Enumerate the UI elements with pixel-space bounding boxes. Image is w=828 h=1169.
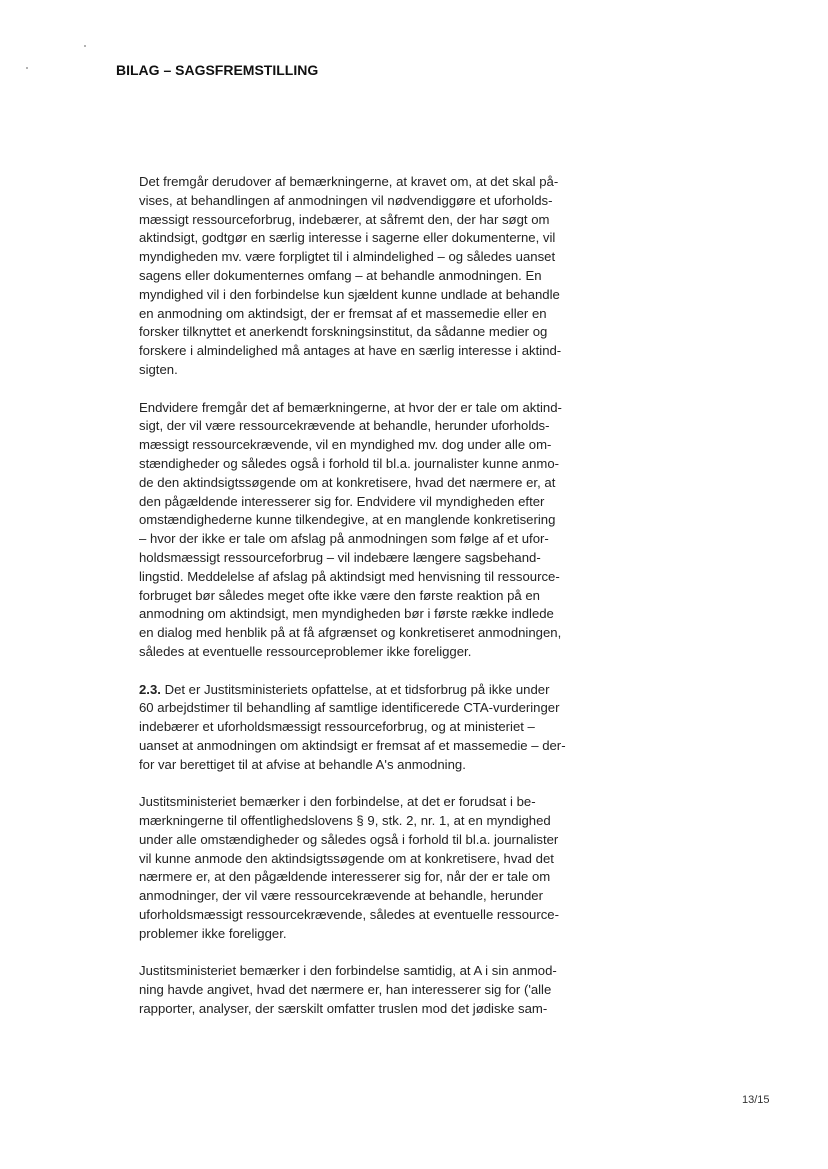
text-line: ning havde angivet, hvad det nærmere er, han interesserer sig for ('alle [139,982,552,998]
text-line: uforholdsmæssigt ressourcekrævende, således at eventuelle ressource- [139,907,559,923]
scan-speck [84,45,86,47]
text-line: Justitsministeriet bemærker i den forbindelse samtidig, at A i sin anmod- [139,963,557,979]
text-line: nærmere er, at den pågældende interesserer sig for, når der er tale om [139,869,551,885]
page-number: 13/15 [742,1094,770,1106]
text-line: en anmodning om aktindsigt, der er fremsat af et massemedie eller en [139,305,547,321]
text-line: forsker tilknyttet et anerkendt forskningsinstitut, da sådanne medier og [139,324,548,340]
text-line: lingstid. Meddelelse af afslag på aktindsigt med henvisning til ressource- [139,568,560,584]
section-number: 2.3. [139,681,161,697]
text-line: mæssigt ressourceforbrug, indebærer, at såfremt den, der har søgt om [139,211,550,227]
text-line: sagens eller dokumenternes omfang – at behandle anmodningen. En [139,267,542,283]
text-line: Endvidere fremgår det af bemærkningerne, at hvor der er tale om aktind- [139,399,562,415]
text-line: forskere i almindelighed må antages at have en særlig interesse i aktind- [139,343,562,359]
text-line-content: Det er Justitsministeriets opfattelse, at et tidsforbrug på ikke under [164,681,550,697]
text-line: anmodning om aktindsigt, men myndigheden bør i første række indlede [139,606,554,622]
text-line: – hvor der ikke er tale om afslag på anmodningen som følge af et ufor- [139,531,549,547]
text-line: anmodninger, der vil være ressourcekrævende at behandle, herunder [139,888,543,904]
text-line: aktindsigt, godtgør en særlig interesse i sagerne eller dokumenterne, vil [139,230,556,246]
document-body [139,173,579,1038]
text-line: mærkningerne til offentlighedslovens § 9, stk. 2, nr. 1, at en myndighed [139,813,551,829]
body-paragraph [139,793,579,943]
text-line: rapporter, analyser, der særskilt omfatter truslen mod det jødiske sam- [139,1001,548,1017]
scan-speck [26,67,28,69]
text-line: problemer ikke foreligger. [139,925,287,941]
text-line: 60 arbejdstimer til behandling af samtlige identificerede CTA-vurderinger [139,700,560,716]
text-line [139,681,579,700]
text-line: således at eventuelle ressourceproblemer ikke foreligger. [139,643,472,659]
text-line: en dialog med henblik på at få afgrænset og konkretiseret anmodningen, [139,625,562,641]
text-line: vil kunne anmode den aktindsigtssøgende om at konkretisere, hvad det [139,850,554,866]
text-line: stændigheder og således også i forhold til bl.a. journalister kunne anmo- [139,455,560,471]
text-line: myndigheden mv. være forpligtet til i almindelighed – og således uanset [139,249,556,265]
body-paragraph [139,962,579,1018]
text-line: myndighed vil i den forbindelse kun sjældent kunne undlade at behandle [139,286,560,302]
text-line: Det fremgår derudover af bemærkningerne, at kravet om, at det skal på- [139,174,559,189]
text-line: mæssigt ressourcekrævende, vil en myndighed mv. dog under alle om- [139,437,552,453]
text-line: indebærer et uforholdsmæssigt ressourceforbrug, og at ministeriet – [139,719,535,735]
text-line: omstændighederne kunne tilkendegive, at en manglende konkretisering [139,512,556,528]
body-paragraph [139,399,579,662]
text-line: holdsmæssigt ressourceforbrug – vil indebære længere sagsbehand- [139,549,541,565]
text-line: vises, at behandlingen af anmodningen vil nødvendiggøre et uforholds- [139,192,553,208]
text-line: de den aktindsigtssøgende om at konkretisere, hvad det nærmere er, at [139,474,556,490]
text-line: for var berettiget til at afvise at behandle A's anmodning. [139,756,466,772]
text-line: sigten. [139,361,178,377]
text-line: den pågældende interesserer sig for. Endvidere vil myndigheden efter [139,493,545,509]
text-line: uanset at anmodningen om aktindsigt er fremsat af et massemedie – der- [139,737,566,753]
text-line: Justitsministeriet bemærker i den forbindelse, at det er forudsat i be- [139,794,536,810]
body-paragraph [139,681,579,775]
text-line: under alle omstændigheder og således også i forhold til bl.a. journalister [139,831,559,847]
text-line: sigt, der vil være ressourcekrævende at behandle, herunder uforholds- [139,418,550,434]
page-header-title: BILAG – SAGSFREMSTILLING [116,62,319,78]
text-line: forbruget bør således meget ofte ikke være den første reaktion på en [139,587,540,603]
body-paragraph [139,173,579,380]
